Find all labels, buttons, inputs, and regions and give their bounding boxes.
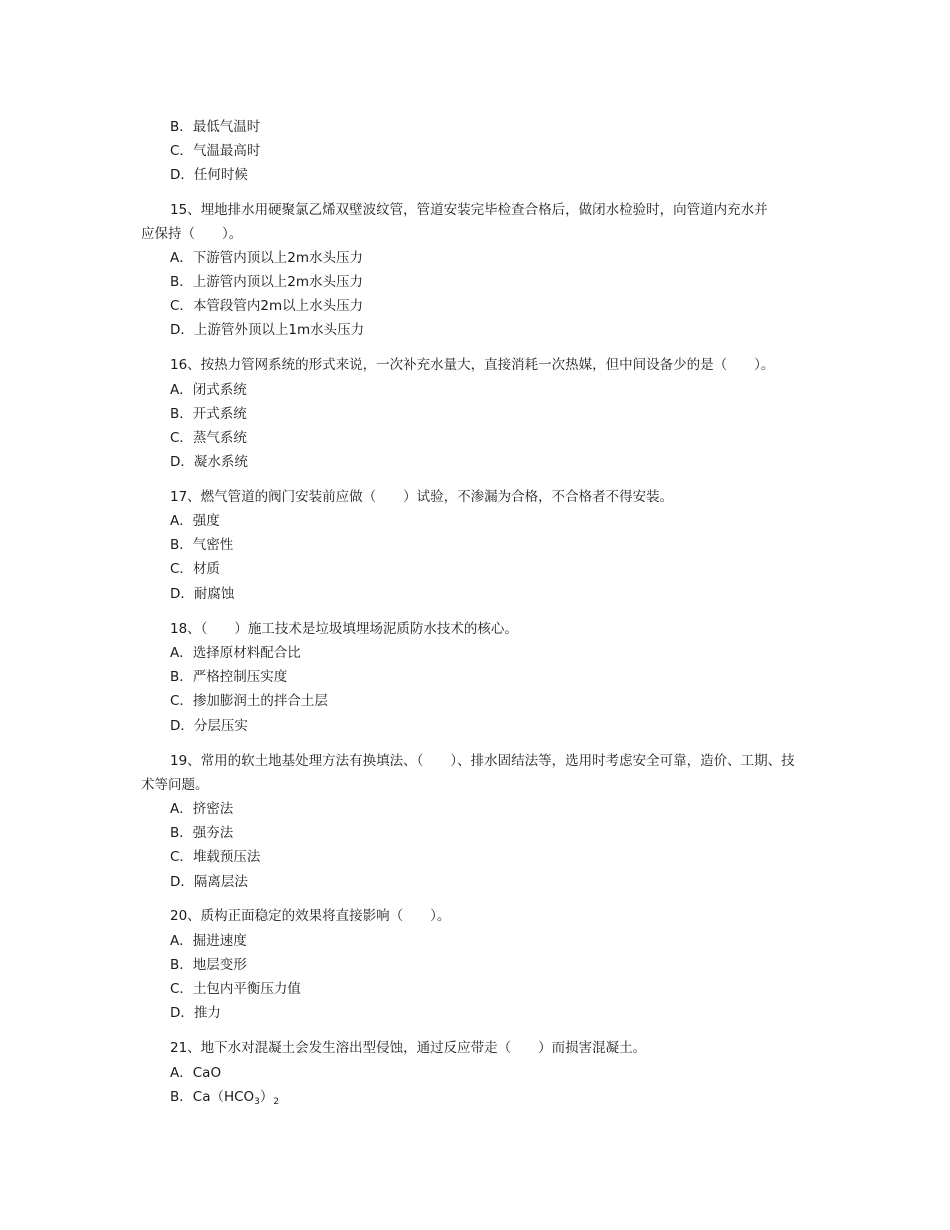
option-label: D． xyxy=(170,1005,194,1021)
subscript: 2 xyxy=(273,1097,280,1107)
option-label: C． xyxy=(170,981,193,997)
option-a xyxy=(170,644,301,662)
option-label: C． xyxy=(170,298,193,314)
option-label: B． xyxy=(170,957,193,973)
option-c xyxy=(170,429,247,447)
option-d xyxy=(170,166,248,184)
option-label: C． xyxy=(170,430,193,446)
option-d xyxy=(170,717,248,735)
question-15-stem-cont: 应保持（ ）。 xyxy=(141,226,243,242)
question-19-stem: 19、常用的软土地基处理方法有换填法、（ ）、排水固结法等，选用时考虑安全可靠，造价、工期、技 xyxy=(170,753,795,769)
option-text: 耐腐蚀 xyxy=(193,586,235,602)
option-label: C． xyxy=(170,849,193,865)
option-text: CaO xyxy=(192,1065,222,1081)
option-text: 任何时候 xyxy=(193,167,248,183)
question-19-stem-cont: 术等问题。 xyxy=(141,777,209,793)
option-b xyxy=(170,273,363,291)
option-b xyxy=(170,824,233,842)
option-text: 凝水系统 xyxy=(193,454,248,470)
option-a xyxy=(170,932,247,950)
option-text: 掘进速度 xyxy=(192,933,247,949)
option-c xyxy=(170,560,220,578)
option-text: 本管段管内2m以上水头压力 xyxy=(192,298,364,314)
option-text: 推力 xyxy=(193,1005,221,1021)
option-label: D． xyxy=(170,322,194,338)
question-18-stem: 18、（ ）施工技术是垃圾填埋场泥质防水技术的核心。 xyxy=(170,621,518,637)
option-b xyxy=(170,536,233,554)
option-text: 隔离层法 xyxy=(193,874,248,890)
option-label: A． xyxy=(170,645,193,661)
option-b xyxy=(170,668,287,686)
option-label: B． xyxy=(170,119,193,135)
option-a xyxy=(170,1064,221,1082)
option-label: B． xyxy=(170,669,193,685)
option-label: B． xyxy=(170,406,193,422)
option-a xyxy=(170,381,247,399)
option-a xyxy=(170,800,233,818)
option-label: D． xyxy=(170,874,194,890)
option-text: 堆载预压法 xyxy=(192,849,261,865)
option-text: 气温最高时 xyxy=(192,143,261,159)
option-label: B． xyxy=(170,1089,193,1105)
option-label: B． xyxy=(170,274,193,290)
option-label: B． xyxy=(170,537,193,553)
option-label: A． xyxy=(170,250,193,266)
option-text: 选择原材料配合比 xyxy=(192,645,301,661)
option-text: 下游管内顶以上2m水头压力 xyxy=(192,250,363,266)
option-label: A． xyxy=(170,801,193,817)
option-c xyxy=(170,142,260,160)
option-label: D． xyxy=(170,586,194,602)
question-17-stem: 17、燃气管道的阀门安装前应做（ ）试验，不渗漏为合格，不合格者不得安装。 xyxy=(170,489,674,505)
option-label: A． xyxy=(170,513,193,529)
option-text: 上游管内顶以上2m水头压力 xyxy=(192,274,364,290)
option-b xyxy=(170,118,260,136)
option-text: 掺加膨润土的拌合土层 xyxy=(192,693,328,709)
option-text: 分层压实 xyxy=(193,718,248,734)
option-d xyxy=(170,873,248,891)
subscript: 3 xyxy=(254,1097,260,1107)
option-a xyxy=(170,512,220,530)
option-text: 闭式系统 xyxy=(192,382,247,398)
option-text: 蒸气系统 xyxy=(192,430,247,446)
option-c xyxy=(170,980,301,998)
option-text: 开式系统 xyxy=(192,406,247,422)
option-label: D． xyxy=(170,454,194,470)
option-label: A． xyxy=(170,1065,193,1081)
option-label: A． xyxy=(170,382,193,398)
option-b xyxy=(170,1088,279,1108)
option-text: 挤密法 xyxy=(192,801,234,817)
option-text-pre: Ca（HCO xyxy=(192,1089,255,1105)
option-d xyxy=(170,453,248,471)
option-label: C． xyxy=(170,143,193,159)
option-text-mid: ） xyxy=(259,1089,274,1105)
option-label: D． xyxy=(170,167,194,183)
option-label: C． xyxy=(170,693,193,709)
option-c xyxy=(170,692,328,710)
option-text: 最低气温时 xyxy=(192,119,261,135)
option-text: 气密性 xyxy=(192,537,234,553)
option-label: C． xyxy=(170,561,193,577)
option-d xyxy=(170,1004,221,1022)
option-c xyxy=(170,848,260,866)
option-label: D． xyxy=(170,718,194,734)
option-text: 强度 xyxy=(192,513,220,529)
option-a xyxy=(170,249,363,267)
option-text: 材质 xyxy=(192,561,220,577)
option-b xyxy=(170,405,247,423)
option-text: 上游管外顶以上1m水头压力 xyxy=(193,322,365,338)
question-20-stem: 20、质构正面稳定的效果将直接影响（ ）。 xyxy=(170,908,451,924)
option-text: 土包内平衡压力值 xyxy=(192,981,301,997)
option-label: A． xyxy=(170,933,193,949)
option-text: 强夯法 xyxy=(192,825,234,841)
option-c xyxy=(170,297,363,315)
option-text: 地层变形 xyxy=(192,957,247,973)
question-15-stem: 15、埋地排水用硬聚氯乙烯双壁波纹管，管道安装完毕检查合格后，做闭水检验时，向管道内充水并 xyxy=(170,202,768,218)
question-16-stem: 16、按热力管网系统的形式来说，一次补充水量大，直接消耗一次热媒，但中间设备少的是（ ）。 xyxy=(170,357,775,373)
option-b xyxy=(170,956,247,974)
question-21-stem: 21、地下水对混凝土会发生溶出型侵蚀，通过反应带走（ ）而损害混凝土。 xyxy=(170,1040,647,1056)
option-d xyxy=(170,585,234,603)
option-text: 严格控制压实度 xyxy=(192,669,288,685)
option-label: B． xyxy=(170,825,193,841)
option-d xyxy=(170,321,364,339)
